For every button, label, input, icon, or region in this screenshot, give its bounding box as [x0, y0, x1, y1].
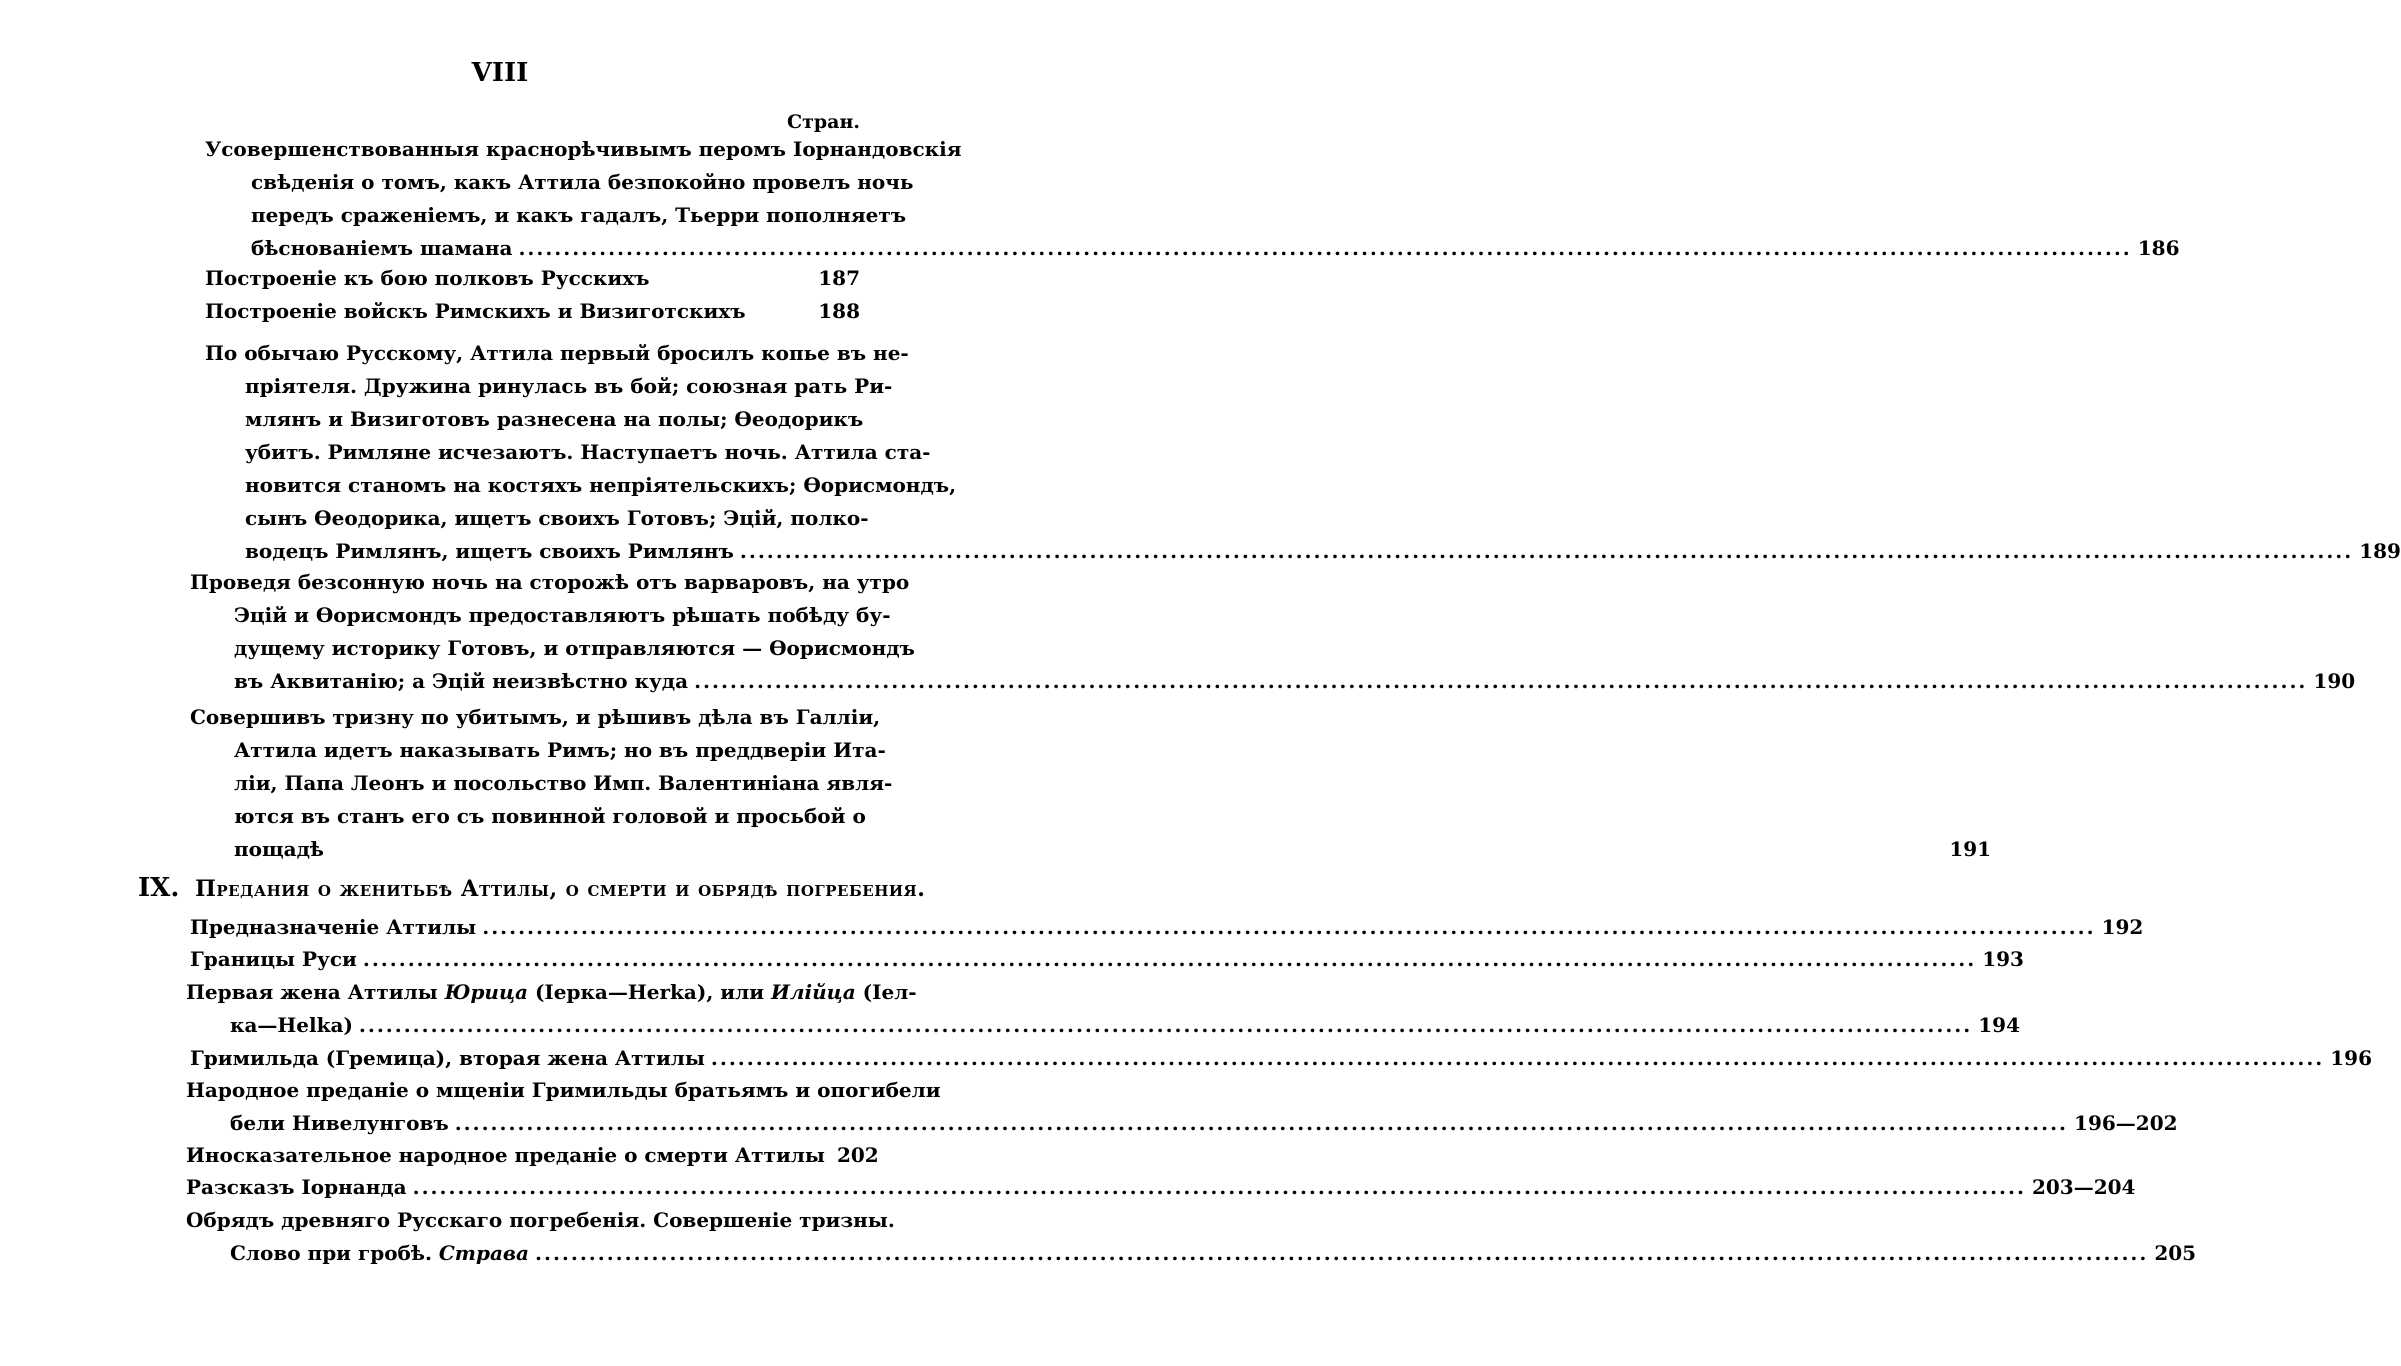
toc-line: Народное преданіе о мщеніи Гримильды братьямъ и опогибели [186, 1078, 941, 1102]
page-number: 196 [2330, 1046, 2372, 1070]
toc-line: Аттила идетъ наказывать Римъ; но въ преддверіи Ита- [234, 738, 886, 762]
toc-line: дущему историку Готовъ, и отправляются — Ѳорисмондъ [234, 636, 915, 660]
toc-line: Проведя безсонную ночь на сторожѣ отъ варваровъ, на утро [190, 570, 910, 594]
page-number: 194 [1978, 1013, 2020, 1037]
page-number: 205 [2154, 1241, 2197, 1265]
toc-text-italic: Страва [438, 1241, 530, 1265]
leader-dots [455, 1107, 2068, 1140]
toc-entry [190, 566, 2356, 698]
page-number: 202 [836, 1143, 879, 1167]
leader-dots [482, 911, 2095, 944]
toc-entry-title: водецъ Римлянъ, ищетъ своихъ Римлянъ [245, 539, 734, 563]
toc-line: По обычаю Русскому, Аттила первый бросилъ копье въ не- [205, 341, 909, 365]
toc-text: (Іел- [855, 980, 917, 1004]
leader-dots [694, 665, 2307, 698]
toc-line: убитъ. Римляне исчезаютъ. Наступаетъ ночь. Аттила ста- [245, 440, 931, 464]
toc-line [186, 976, 917, 1009]
toc-line: передъ сраженіемъ, и какъ гадалъ, Тьерри пополняетъ [251, 203, 907, 227]
toc-entry-title: въ Аквитанію; а Эцій неизвѣстно куда [234, 669, 689, 693]
toc-entry [186, 976, 2020, 1042]
page-number: 196—202 [2074, 1111, 2178, 1135]
toc-line: Усовершенствованныя краснорѣчивымъ перомъ Іорнандовскія [205, 137, 962, 161]
toc-entry [205, 133, 2180, 265]
page-number: 203—204 [2031, 1175, 2136, 1199]
chapter-number: IX. [138, 873, 180, 903]
page-number: 188 [818, 299, 860, 323]
page-folio: VIII [471, 58, 529, 88]
toc-entry-title: Гримильда (Гремица), вторая жена Аттилы [190, 1046, 705, 1070]
toc-text: Слово при гробѣ. [230, 1241, 439, 1265]
page-number: 190 [2313, 669, 2356, 693]
page-column-label: Стран. [786, 111, 860, 133]
toc-entry-title: ка—Helka) [230, 1013, 353, 1037]
leader-dots [359, 1009, 1972, 1042]
toc-line: сынъ Ѳеодорика, ищетъ своихъ Готовъ; Эцій, полко- [245, 506, 869, 530]
toc-line: Обрядъ древняго Русскаго погребенія. Совершеніе тризны. [186, 1208, 895, 1232]
chapter-heading [138, 873, 926, 903]
page-number: 187 [818, 266, 860, 290]
toc-entry [190, 943, 2024, 976]
toc-entry-title: Границы Руси [190, 947, 357, 971]
toc-entry [205, 337, 2401, 568]
toc-entry [205, 262, 860, 295]
toc-line: ются въ станъ его съ повинной головой и просьбой о [234, 804, 866, 828]
toc-text: (Іерка—Herka), или [528, 980, 771, 1004]
toc-entry-title: пощадѣ [234, 837, 324, 861]
toc-line: ліи, Папа Леонъ и посольство Имп. Валентиніана явля- [234, 771, 893, 795]
toc-line: Эцій и Ѳорисмондъ предоставляютъ рѣшать побѣду бу- [234, 603, 891, 627]
toc-entry [190, 701, 1992, 866]
toc-text: Первая жена Аттилы [186, 980, 445, 1004]
toc-entry-title: Предназначеніе Аттилы [190, 915, 477, 939]
toc-text-italic: Илійца [771, 980, 856, 1004]
toc-entry [205, 295, 860, 328]
leader-dots [535, 1237, 2148, 1270]
toc-entry [186, 1171, 2136, 1204]
page-number: 191 [1949, 837, 1992, 861]
toc-entry [186, 1139, 879, 1172]
toc-line: новится станомъ на костяхъ непріятельскихъ; Ѳорисмондъ, [245, 473, 957, 497]
leader-dots [363, 943, 1976, 976]
toc-entry-title: Разсказъ Іорнанда [186, 1175, 407, 1199]
toc-line: свѣденія о томъ, какъ Аттила безпокойно провелъ ночь [251, 170, 914, 194]
page-number: 192 [2101, 915, 2144, 939]
toc-text-italic: Юрица [444, 980, 528, 1004]
toc-line: млянъ и Визиготовъ разнесена на полы; Ѳеодорикъ [245, 407, 864, 431]
toc-entry-title: Построеніе войскъ Римскихъ и Визиготскихъ [205, 299, 746, 323]
toc-entry-title: бѣснованіемъ шамана [251, 236, 513, 260]
toc-line: пріятеля. Дружина ринулась въ бой; союзная рать Ри- [245, 374, 893, 398]
toc-entry-title: бели Нивелунговъ [230, 1111, 449, 1135]
leader-dots [740, 535, 2353, 568]
toc-entry-title: Построеніе къ бою полковъ Русскихъ [205, 266, 650, 290]
page-number: 189 [2359, 539, 2401, 563]
page-number: 193 [1982, 947, 2024, 971]
leader-dots [711, 1042, 2324, 1075]
leader-dots [518, 232, 2131, 265]
toc-entry-title [230, 1237, 529, 1270]
toc-entry-title: Иносказательное народное преданіе о смерти Аттилы [186, 1143, 825, 1167]
toc-entry [190, 911, 2144, 944]
toc-line: Совершивъ тризну по убитымъ, и рѣшивъ дѣла въ Галліи, [190, 705, 881, 729]
toc-entry [190, 1042, 2372, 1075]
toc-entry [186, 1204, 2197, 1270]
toc-entry [186, 1074, 2178, 1140]
chapter-title: Предания о женитьбѣ Аттилы, о смерти и обрядѣ погребения. [195, 876, 926, 902]
page-number: 186 [2137, 236, 2180, 260]
leader-dots [413, 1171, 2026, 1204]
